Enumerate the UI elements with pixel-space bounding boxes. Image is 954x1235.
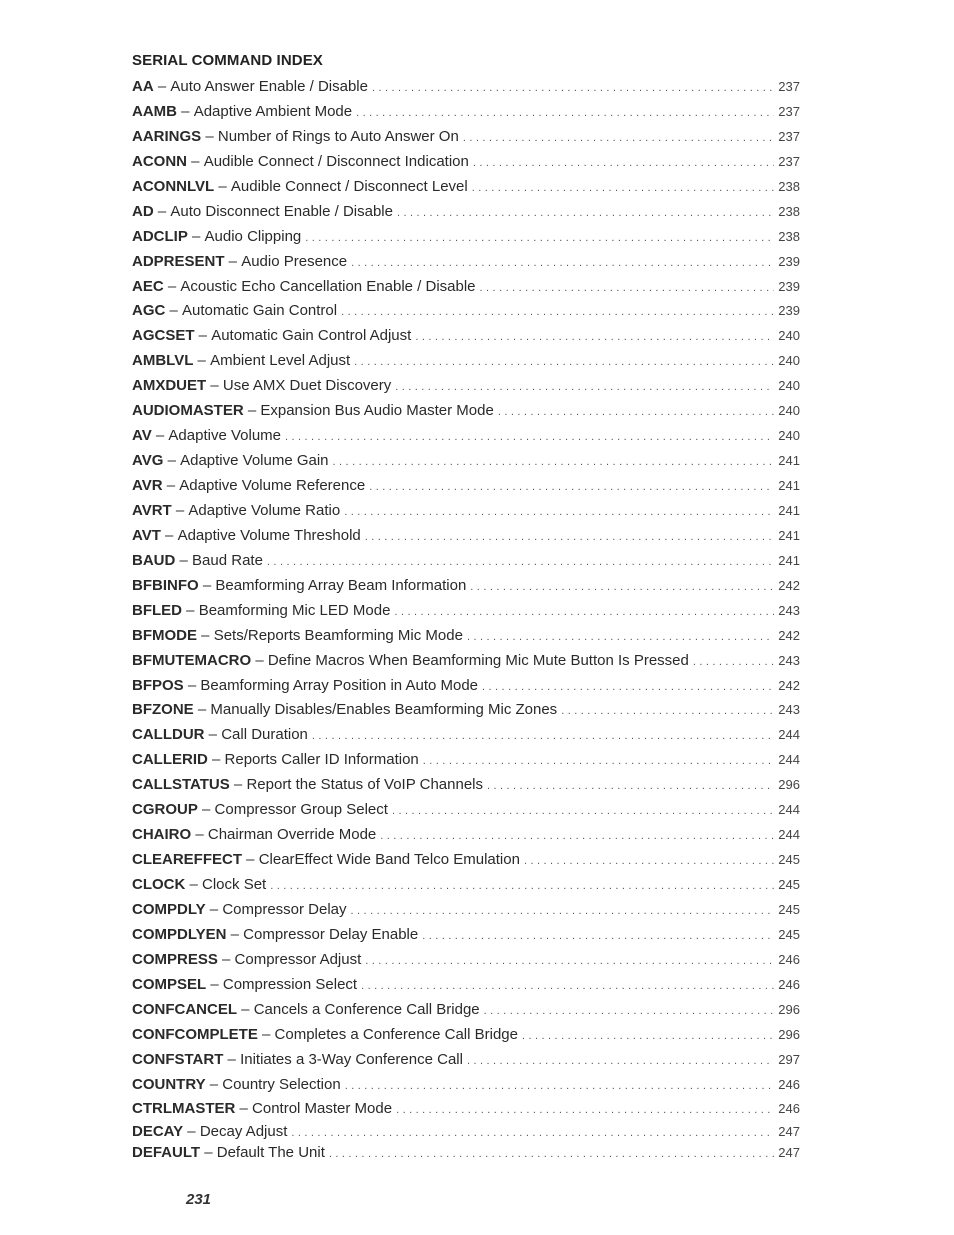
dot-leader — [487, 774, 774, 799]
index-entry — [132, 374, 800, 399]
command-description: Beamforming Array Beam Information — [215, 576, 467, 594]
dot-leader — [333, 450, 774, 475]
separator-dash: – — [187, 152, 204, 170]
dot-leader — [473, 151, 774, 176]
command-name: COMPDLYEN — [132, 925, 227, 943]
separator-dash: – — [151, 427, 169, 445]
command-description: Adaptive Ambient Mode — [193, 102, 353, 120]
page-reference: 247 — [778, 1145, 800, 1161]
separator-dash: – — [162, 477, 180, 494]
command-name: AMBLVL — [132, 352, 194, 370]
dot-leader — [561, 699, 774, 724]
separator-dash: – — [185, 876, 203, 893]
command-description: Audible Connect / Disconnect Level — [230, 177, 468, 195]
index-entry — [132, 973, 800, 998]
index-entry — [132, 923, 800, 948]
page-reference: 246 — [778, 1076, 800, 1092]
page-reference: 247 — [778, 1124, 800, 1140]
page-reference: 241 — [778, 552, 800, 568]
index-entry — [132, 299, 800, 324]
index-entry — [132, 474, 800, 499]
command-description: ClearEffect Wide Band Telco Emulation — [258, 851, 520, 869]
dot-leader — [356, 101, 774, 126]
index-entry — [132, 349, 800, 374]
index-entry — [132, 773, 800, 798]
command-name: AVR — [132, 477, 163, 494]
index-entry — [132, 748, 800, 773]
page-reference: 241 — [778, 527, 800, 543]
index-entry — [132, 723, 800, 748]
dot-leader — [472, 176, 774, 201]
page-reference: 296 — [778, 777, 800, 793]
command-name: COMPDLY — [132, 900, 206, 918]
index-entry — [132, 674, 800, 699]
command-description: Adaptive Volume Reference — [179, 477, 366, 494]
dot-leader — [372, 76, 774, 101]
command-name: CTRLMASTER — [132, 1100, 236, 1118]
dot-leader — [463, 126, 774, 151]
dot-leader — [467, 625, 774, 650]
command-name: COUNTRY — [132, 1075, 206, 1093]
page-reference: 240 — [778, 428, 800, 444]
command-description: Completes a Conference Call Bridge — [274, 1025, 518, 1043]
index-entry — [132, 75, 800, 100]
index-entry — [132, 998, 800, 1023]
separator-dash: – — [224, 252, 242, 270]
separator-dash: – — [201, 127, 218, 145]
command-name: AGCSET — [132, 327, 195, 345]
page-reference: 297 — [778, 1051, 800, 1067]
command-description: Report the Status of VoIP Channels — [246, 776, 483, 794]
command-description: Baud Rate — [192, 551, 263, 569]
command-name: DEFAULT — [132, 1144, 201, 1162]
command-description: Adaptive Volume Threshold — [177, 526, 361, 544]
page-reference: 238 — [778, 178, 800, 194]
page-reference: 245 — [778, 926, 800, 942]
dot-leader — [396, 1098, 774, 1123]
dot-leader — [329, 1142, 774, 1167]
command-name: BFLED — [132, 601, 182, 619]
dot-leader — [395, 375, 774, 400]
index-entry — [132, 948, 800, 973]
page-reference: 296 — [778, 1001, 800, 1017]
separator-dash: – — [205, 1075, 223, 1093]
command-description: Adaptive Volume — [168, 427, 281, 445]
separator-dash: – — [257, 1025, 275, 1043]
dot-leader — [361, 974, 774, 999]
command-name: CONFSTART — [132, 1050, 224, 1068]
dot-leader — [344, 500, 774, 525]
page-reference: 244 — [778, 827, 800, 843]
command-description: Acoustic Echo Cancellation Enable / Disable — [180, 277, 476, 295]
command-name: BFZONE — [132, 701, 194, 719]
command-name: AVT — [132, 526, 161, 544]
dot-leader — [354, 350, 774, 375]
separator-dash: – — [153, 78, 171, 95]
separator-dash: – — [163, 452, 181, 470]
dot-leader — [392, 799, 774, 824]
command-description: Manually Disables/Enables Beamforming Mic Zones — [210, 701, 558, 719]
command-name: ADCLIP — [132, 227, 188, 245]
index-entry — [132, 898, 800, 923]
dot-leader — [693, 650, 774, 675]
separator-dash: – — [237, 1000, 254, 1018]
page-reference: 243 — [778, 652, 800, 668]
page-reference: 245 — [778, 901, 800, 917]
index-entry — [132, 574, 800, 599]
page-reference: 296 — [778, 1026, 800, 1042]
command-name: CONFCOMPLETE — [132, 1025, 258, 1043]
separator-dash: – — [187, 227, 205, 245]
separator-dash: – — [197, 801, 215, 819]
command-name: AUDIOMASTER — [132, 402, 244, 420]
dot-leader — [394, 600, 774, 625]
separator-dash: – — [214, 177, 231, 195]
page-reference: 241 — [778, 453, 800, 469]
index-entry — [132, 200, 800, 225]
page-reference: 241 — [778, 478, 800, 493]
separator-dash: – — [183, 676, 201, 694]
dot-leader — [351, 899, 774, 924]
page-reference: 242 — [778, 577, 800, 593]
index-entry — [132, 599, 800, 624]
command-name: AARINGS — [132, 127, 202, 145]
page-reference: 246 — [778, 951, 800, 967]
index-entry — [132, 798, 800, 823]
separator-dash: – — [160, 526, 178, 544]
page-reference: 237 — [778, 153, 800, 169]
index-entry — [132, 624, 800, 649]
dot-leader — [285, 425, 774, 450]
index-entry — [132, 100, 800, 125]
dot-leader — [397, 201, 774, 226]
command-name: BFMODE — [132, 626, 197, 644]
separator-dash: – — [243, 402, 261, 420]
dot-leader — [369, 475, 774, 500]
index-entry — [132, 1122, 800, 1141]
separator-dash: – — [226, 925, 244, 943]
separator-dash: – — [194, 327, 212, 345]
command-description: Compressor Delay — [222, 900, 347, 918]
dot-leader — [267, 550, 774, 575]
separator-dash: – — [206, 975, 223, 993]
command-description: Adaptive Volume Gain — [180, 452, 329, 470]
dot-leader — [467, 1049, 774, 1074]
index-entry — [132, 275, 800, 300]
separator-dash: – — [182, 601, 199, 619]
index-entry — [132, 1141, 800, 1166]
command-name: CONFCANCEL — [132, 1000, 237, 1018]
dot-leader — [345, 1074, 774, 1099]
command-description: Initiates a 3-Way Conference Call — [240, 1050, 463, 1068]
separator-dash: – — [177, 102, 194, 120]
separator-dash: – — [175, 551, 193, 569]
command-name: AA — [132, 78, 154, 95]
page-reference: 237 — [778, 128, 800, 144]
command-name: AVG — [132, 452, 164, 470]
dot-leader — [522, 1024, 774, 1049]
index-entry — [132, 524, 800, 549]
page-reference: 246 — [778, 1101, 800, 1117]
command-name: COMPRESS — [132, 950, 218, 968]
page-reference: 244 — [778, 727, 800, 743]
command-description: Adaptive Volume Ratio — [188, 501, 341, 519]
separator-dash: – — [217, 950, 235, 968]
separator-dash: – — [251, 651, 268, 669]
command-description: Number of Rings to Auto Answer On — [217, 127, 459, 145]
command-description: Compressor Adjust — [234, 950, 362, 968]
command-description: Decay Adjust — [199, 1123, 288, 1141]
command-description: Call Duration — [221, 726, 308, 744]
page-reference: 239 — [778, 278, 800, 294]
index-title: SERIAL COMMAND INDEX — [132, 52, 323, 69]
command-name: CALLSTATUS — [132, 776, 230, 794]
command-description: Auto Answer Enable / Disable — [170, 78, 368, 95]
index-entry — [132, 324, 800, 349]
separator-dash: – — [193, 701, 211, 719]
page-reference: 245 — [778, 852, 800, 868]
command-name: CHAIRO — [132, 826, 192, 844]
index-entry — [132, 1023, 800, 1048]
command-name: AD — [132, 202, 154, 220]
index-entry — [132, 125, 800, 150]
page-reference: 240 — [778, 378, 800, 394]
page-reference: 240 — [778, 328, 800, 344]
command-name: CGROUP — [132, 801, 198, 819]
page-reference: 244 — [778, 752, 800, 768]
page-reference: 245 — [778, 877, 800, 892]
command-name: ACONNLVL — [132, 177, 215, 195]
command-name: ACONN — [132, 152, 187, 170]
index-entry-list — [132, 75, 800, 1166]
page-reference: 238 — [778, 203, 800, 219]
command-name: AAMB — [132, 102, 177, 120]
index-entry — [132, 424, 800, 449]
separator-dash: – — [153, 202, 171, 220]
command-name: CALLDUR — [132, 726, 205, 744]
dot-leader — [423, 749, 774, 774]
command-name: AEC — [132, 277, 164, 295]
separator-dash: – — [183, 1123, 200, 1141]
page-reference: 242 — [778, 627, 800, 643]
page-reference: 237 — [778, 79, 800, 94]
separator-dash: – — [229, 776, 247, 794]
command-name: DECAY — [132, 1123, 184, 1141]
command-description: Ambient Level Adjust — [210, 352, 351, 370]
command-description: Compressor Group Select — [214, 801, 388, 819]
page-reference: 246 — [778, 976, 800, 992]
separator-dash: – — [206, 377, 223, 395]
command-description: Compressor Delay Enable — [243, 925, 419, 943]
command-name: BAUD — [132, 551, 176, 569]
command-name: BFMUTEMACRO — [132, 651, 252, 669]
index-entry — [132, 823, 800, 848]
command-description: Beamforming Mic LED Mode — [198, 601, 391, 619]
command-description: Chairman Override Mode — [207, 826, 377, 844]
separator-dash: – — [204, 726, 222, 744]
dot-leader — [291, 1124, 774, 1143]
dot-leader — [415, 325, 774, 350]
command-description: Define Macros When Beamforming Mic Mute Button Is Pressed — [267, 651, 689, 669]
index-entry — [132, 175, 800, 200]
command-name: ADPRESENT — [132, 252, 225, 270]
index-entry — [132, 399, 800, 424]
page-reference: 243 — [778, 702, 800, 718]
dot-leader — [480, 276, 774, 301]
page-reference: 240 — [778, 403, 800, 419]
command-description: Default The Unit — [216, 1144, 325, 1162]
page-reference: 239 — [778, 303, 800, 319]
index-entry — [132, 150, 800, 175]
page-reference: 238 — [778, 228, 800, 244]
dot-leader — [341, 300, 774, 325]
separator-dash: – — [235, 1100, 253, 1118]
page-number: 231 — [186, 1191, 212, 1208]
dot-leader — [305, 226, 774, 251]
index-entry — [132, 225, 800, 250]
command-description: Reports Caller ID Information — [224, 751, 419, 769]
command-description: Compression Select — [222, 975, 358, 993]
page-reference: 242 — [778, 677, 800, 693]
command-description: Automatic Gain Control — [182, 302, 338, 320]
command-description: Expansion Bus Audio Master Mode — [260, 402, 494, 420]
separator-dash: – — [191, 826, 208, 844]
dot-leader — [498, 400, 774, 425]
page-reference: 243 — [778, 602, 800, 618]
dot-leader — [365, 949, 774, 974]
command-description: Clock Set — [202, 876, 267, 893]
dot-leader — [365, 525, 774, 550]
page-reference: 244 — [778, 802, 800, 818]
index-entry — [132, 1048, 800, 1073]
command-name: CLOCK — [132, 876, 186, 893]
command-name: CLEAREFFECT — [132, 851, 242, 869]
index-entry — [132, 499, 800, 524]
command-description: Sets/Reports Beamforming Mic Mode — [213, 626, 463, 644]
separator-dash: – — [242, 851, 259, 869]
command-name: CALLERID — [132, 751, 208, 769]
command-name: AVRT — [132, 501, 172, 519]
separator-dash: – — [163, 277, 181, 295]
index-entry — [132, 873, 800, 898]
separator-dash: – — [171, 501, 189, 519]
command-description: Control Master Mode — [252, 1100, 393, 1118]
command-description: Automatic Gain Control Adjust — [211, 327, 412, 345]
page-reference: 239 — [778, 253, 800, 269]
index-entry — [132, 549, 800, 574]
dot-leader — [351, 251, 774, 276]
page-reference: 241 — [778, 502, 800, 518]
command-description: Cancels a Conference Call Bridge — [253, 1000, 480, 1018]
index-entry — [132, 449, 800, 474]
command-description: Country Selection — [222, 1075, 341, 1093]
index-entry — [132, 698, 800, 723]
command-name: BFPOS — [132, 676, 184, 694]
command-description: Audio Clipping — [204, 227, 302, 245]
index-entry — [132, 250, 800, 275]
command-name: AV — [132, 427, 152, 445]
command-name: AMXDUET — [132, 377, 207, 395]
command-description: Auto Disconnect Enable / Disable — [170, 202, 393, 220]
dot-leader — [482, 675, 774, 700]
separator-dash: – — [200, 1144, 217, 1162]
dot-leader — [470, 575, 774, 600]
page-reference: 240 — [778, 353, 800, 369]
separator-dash: – — [197, 626, 214, 644]
command-name: COMPSEL — [132, 975, 207, 993]
separator-dash: – — [207, 751, 225, 769]
index-entry — [132, 848, 800, 873]
separator-dash: – — [223, 1050, 241, 1068]
dot-leader — [270, 874, 774, 899]
command-description: Audio Presence — [241, 252, 348, 270]
command-name: BFBINFO — [132, 576, 199, 594]
dot-leader — [422, 924, 774, 949]
dot-leader — [524, 849, 774, 874]
index-entry — [132, 1097, 800, 1122]
separator-dash: – — [165, 302, 183, 320]
command-name: AGC — [132, 302, 166, 320]
index-entry — [132, 1073, 800, 1098]
dot-leader — [484, 999, 774, 1024]
command-description: Audible Connect / Disconnect Indication — [203, 152, 469, 170]
command-description: Use AMX Duet Discovery — [222, 377, 392, 395]
separator-dash: – — [193, 352, 211, 370]
separator-dash: – — [205, 900, 223, 918]
command-description: Beamforming Array Position in Auto Mode — [200, 676, 479, 694]
page-reference: 237 — [778, 103, 800, 119]
dot-leader — [312, 724, 774, 749]
separator-dash: – — [198, 576, 216, 594]
dot-leader — [380, 824, 774, 849]
index-entry — [132, 649, 800, 674]
